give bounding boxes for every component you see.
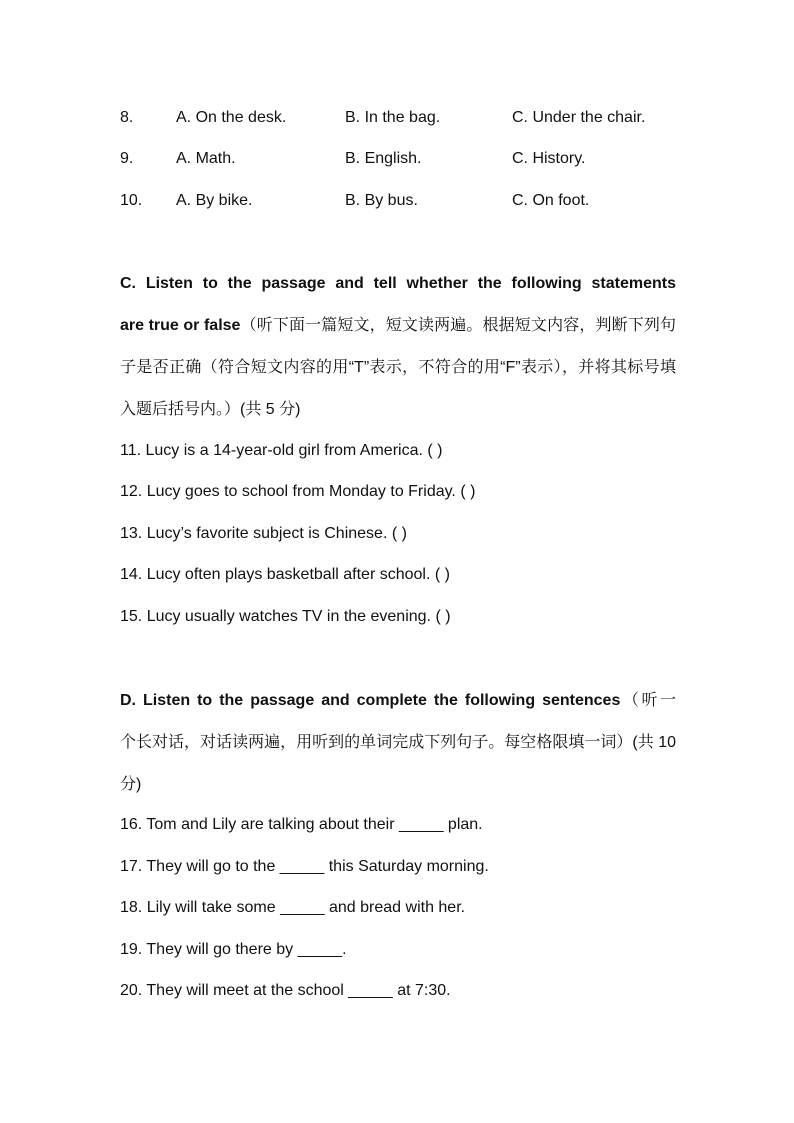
section-d-heading-line3: 分) (120, 776, 142, 793)
section-c-title-cont: are true or false (120, 317, 241, 334)
section-c-heading-line4: 入题后括号内。）(共 5 分) (120, 401, 301, 418)
sentence-17: 17. They will go to the _____ this Saturday morning. (120, 858, 489, 875)
section-d-heading (120, 680, 676, 806)
option-c: C. On foot. (512, 192, 590, 209)
option-a: A. On the desk. (176, 109, 287, 126)
section-c-heading-line1 (120, 263, 676, 305)
section-c-heading-line2 (120, 305, 676, 347)
section-d-instructions: （听一 (620, 692, 676, 709)
section-d-title: D. Listen to the passage and complete the following sentences (120, 692, 621, 709)
sentence-20: 20. They will meet at the school _____ at 7:30. (120, 982, 451, 999)
section-c-heading (120, 263, 676, 431)
section-c-instructions: （听下面一篇短文，短文读两遍。根据短文内容，判断下列句 (240, 317, 676, 334)
question-row-9 (120, 148, 676, 170)
question-number: 10. (120, 192, 143, 209)
statement-15: 15. Lucy usually watches TV in the evening. ( ) (120, 608, 451, 625)
sentence-18: 18. Lily will take some _____ and bread with her. (120, 899, 466, 916)
sentence-19: 19. They will go there by _____. (120, 941, 347, 958)
option-c: C. History. (512, 150, 586, 167)
statement-12: 12. Lucy goes to school from Monday to Friday. ( ) (120, 483, 476, 500)
question-number: 8. (120, 109, 134, 126)
sentence-16: 16. Tom and Lily are talking about their _____ plan. (120, 816, 483, 833)
question-row-8 (120, 107, 676, 129)
statement-14: 14. Lucy often plays basketball after school. ( ) (120, 566, 450, 583)
statement-11: 11. Lucy is a 14-year-old girl from America. ( ) (120, 442, 443, 459)
section-d-heading-line1 (120, 680, 676, 722)
statement-13: 13. Lucy’s favorite subject is Chinese. ( ) (120, 525, 407, 542)
option-b: B. By bus. (345, 192, 418, 209)
option-c: C. Under the chair. (512, 109, 646, 126)
question-number: 9. (120, 150, 134, 167)
section-c-title: C. Listen to the passage and tell whether the following statements (120, 275, 676, 292)
question-row-10 (120, 190, 676, 212)
option-a: A. Math. (176, 150, 236, 167)
option-b: B. In the bag. (345, 109, 441, 126)
section-d-heading-line2: 个长对话，对话读两遍，用听到的单词完成下列句子。每空格限填一词）(共 10 (120, 734, 676, 751)
section-c-heading-line3: 子是否正确（符合短文内容的用“T”表示，不符合的用“F”表示），并将其标号填 (120, 359, 676, 376)
option-a: A. By bike. (176, 192, 253, 209)
option-b: B. English. (345, 150, 422, 167)
